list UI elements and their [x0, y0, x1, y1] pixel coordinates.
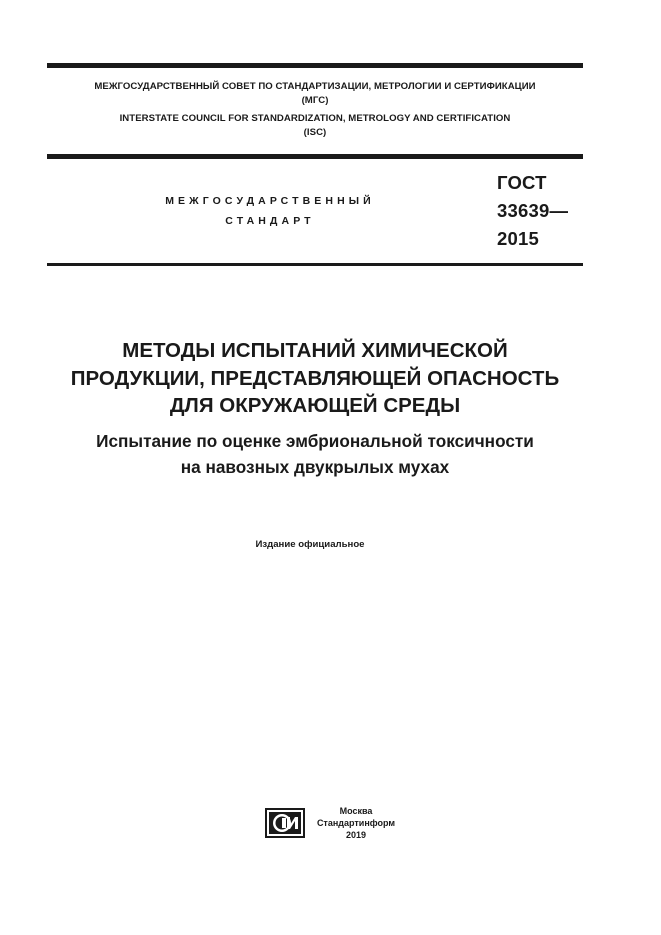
council-name-ru-text: МЕЖГОСУДАРСТВЕННЫЙ СОВЕТ ПО СТАНДАРТИЗАЦИИ, МЕТРОЛОГИИ И СЕРТИФИКАЦИИ — [94, 81, 536, 92]
council-name-ru — [47, 80, 583, 108]
publication-year: 2019 — [345, 830, 367, 840]
document-title-line2: ПРОДУКЦИИ, ПРЕДСТАВЛЯЮЩЕЙ ОПАСНОСТЬ — [70, 367, 560, 390]
middle-rule — [47, 154, 583, 159]
document-subtitle-line1: Испытание по оценке эмбриональной токсичности — [96, 431, 534, 451]
document-subtitle-line2: на навозных двукрылых мухах — [180, 457, 450, 477]
council-name-en — [47, 112, 583, 140]
publisher-name: Стандартинформ — [316, 818, 396, 828]
document-title-line1: МЕТОДЫ ИСПЫТАНИЙ ХИМИЧЕСКОЙ — [122, 339, 508, 362]
edition-label: Издание официальное — [255, 539, 365, 550]
council-name-en-text: INTERSTATE COUNCIL FOR STANDARDIZATION, METROLOGY AND CERTIFICATION — [119, 113, 511, 124]
standartinform-logo — [265, 808, 305, 838]
standard-designation-prefix: ГОСТ — [497, 172, 547, 193]
publisher-city: Москва — [339, 806, 373, 816]
top-rule — [47, 63, 583, 68]
standard-designation-year: 2015 — [497, 228, 539, 249]
council-abbr-en: (ISC) — [303, 127, 327, 138]
document-title-line3: ДЛЯ ОКРУЖАЮЩЕЙ СРЕДЫ — [169, 394, 461, 417]
standard-kind-line2: СТАНДАРТ — [225, 215, 315, 227]
council-abbr-ru: (МГС) — [301, 95, 329, 106]
standard-kind-line1: МЕЖГОСУДАРСТВЕННЫЙ — [165, 195, 375, 207]
standard-designation-number: 33639— — [497, 200, 569, 221]
lower-rule — [47, 263, 583, 266]
